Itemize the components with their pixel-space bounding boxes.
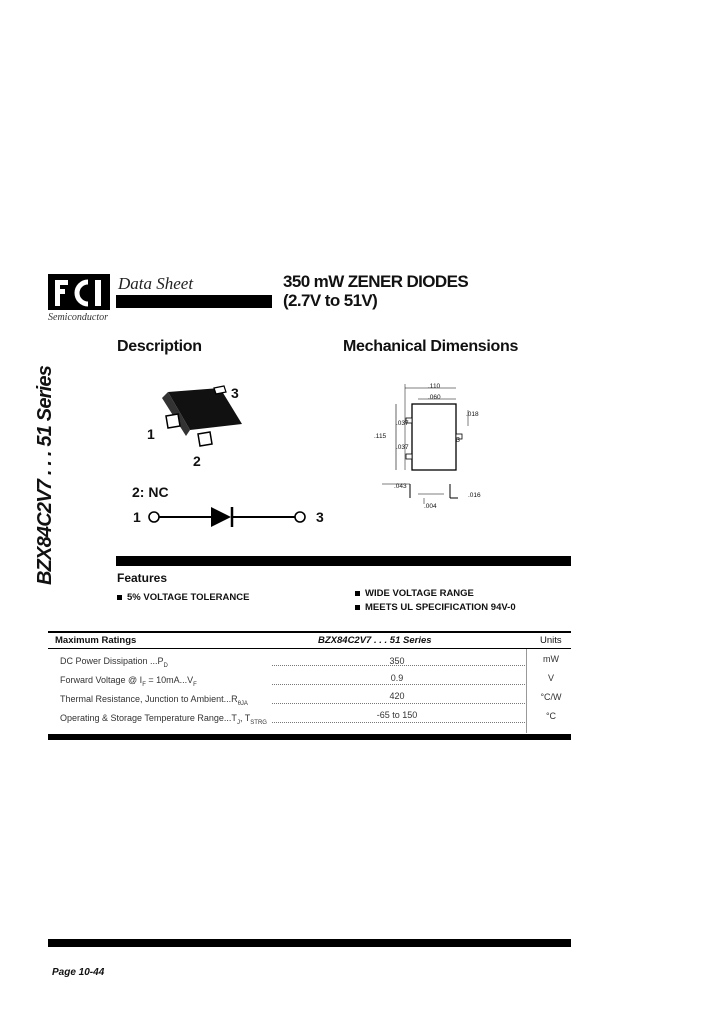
feature-item: MEETS UL SPECIFICATION 94V-0 (355, 602, 516, 613)
table-row-label: Thermal Resistance, Junction to $Ambient...R_{\theta JA}$ (60, 694, 248, 707)
dim-lead-height: .043 (394, 483, 407, 490)
table-row-label: Forward Voltage @ $I_F = 10mA...V_F$ (60, 675, 197, 688)
feature-item: WIDE VOLTAGE RANGE (355, 588, 474, 599)
dim-body-width: .060 (428, 394, 441, 401)
table-row-unit: °C/W (540, 692, 562, 702)
table-bottom-rule (48, 734, 571, 740)
dim-lead-width: .016 (468, 492, 481, 499)
dim-lead-thickness: .004 (424, 503, 437, 510)
units-column-rule (526, 649, 527, 733)
table-header-rule (48, 648, 571, 649)
doc-type-label: Data Sheet (118, 274, 194, 293)
dim-total-width: .110 (428, 383, 441, 390)
table-row-value: 350 (389, 656, 405, 666)
table-row-value: 0.9 (390, 673, 404, 683)
mechanical-heading: Mechanical Dimensions (343, 338, 519, 355)
header-bar (116, 295, 272, 308)
table-row-unit: mW (543, 654, 559, 664)
table-row-unit: °C (545, 711, 557, 721)
schematic-pin-1: 1 (133, 509, 141, 525)
page-subtitle: (2.7V to 51V) (283, 291, 378, 310)
table-row-label: DC Power Dissipation $...P_D$ (60, 656, 168, 669)
table-header-ratings: Maximum Ratings (55, 635, 137, 646)
fci-logo (48, 272, 110, 312)
schematic-pin-3: 3 (316, 509, 324, 525)
page-title: 350 mW ZENER DIODES (283, 272, 469, 291)
table-row-label: Operating & Storage Temperature $Range...T_J$, $T_{STRG}$ (60, 713, 267, 726)
dim-pin-3: 3 (456, 437, 460, 444)
dim-right-height: .018 (466, 411, 479, 418)
series-vertical-label: BZX84C2V7 . . . 51 Series (34, 365, 56, 585)
table-row-value: 420 (389, 691, 405, 701)
dim-pin-bottom: .037 (396, 444, 409, 451)
feature-item: 5% VOLTAGE TOLERANCE (117, 592, 249, 603)
table-header-series: BZX84C2V7 . . . 51 Series (318, 635, 432, 646)
schematic-nc-label: 2: NC (132, 484, 169, 500)
pin-2-label: 2 (193, 453, 201, 469)
section-divider (116, 556, 571, 566)
features-heading: Features (117, 571, 168, 585)
table-top-rule (48, 631, 571, 633)
pin-3-label: 3 (231, 385, 239, 401)
zener-diode-symbol (145, 505, 310, 529)
table-row-value: -65 to 150 (376, 710, 418, 720)
logo-subtitle: Semiconductor (48, 312, 108, 323)
table-header-units: Units (540, 635, 562, 646)
dim-pin-top: .037 (396, 420, 409, 427)
pin-1-label: 1 (147, 426, 155, 442)
description-heading: Description (117, 338, 202, 355)
page-number: Page 10-44 (52, 967, 105, 978)
table-row-unit: V (547, 673, 554, 683)
footer-rule (48, 939, 571, 947)
dim-total-height: .115 (374, 433, 387, 440)
